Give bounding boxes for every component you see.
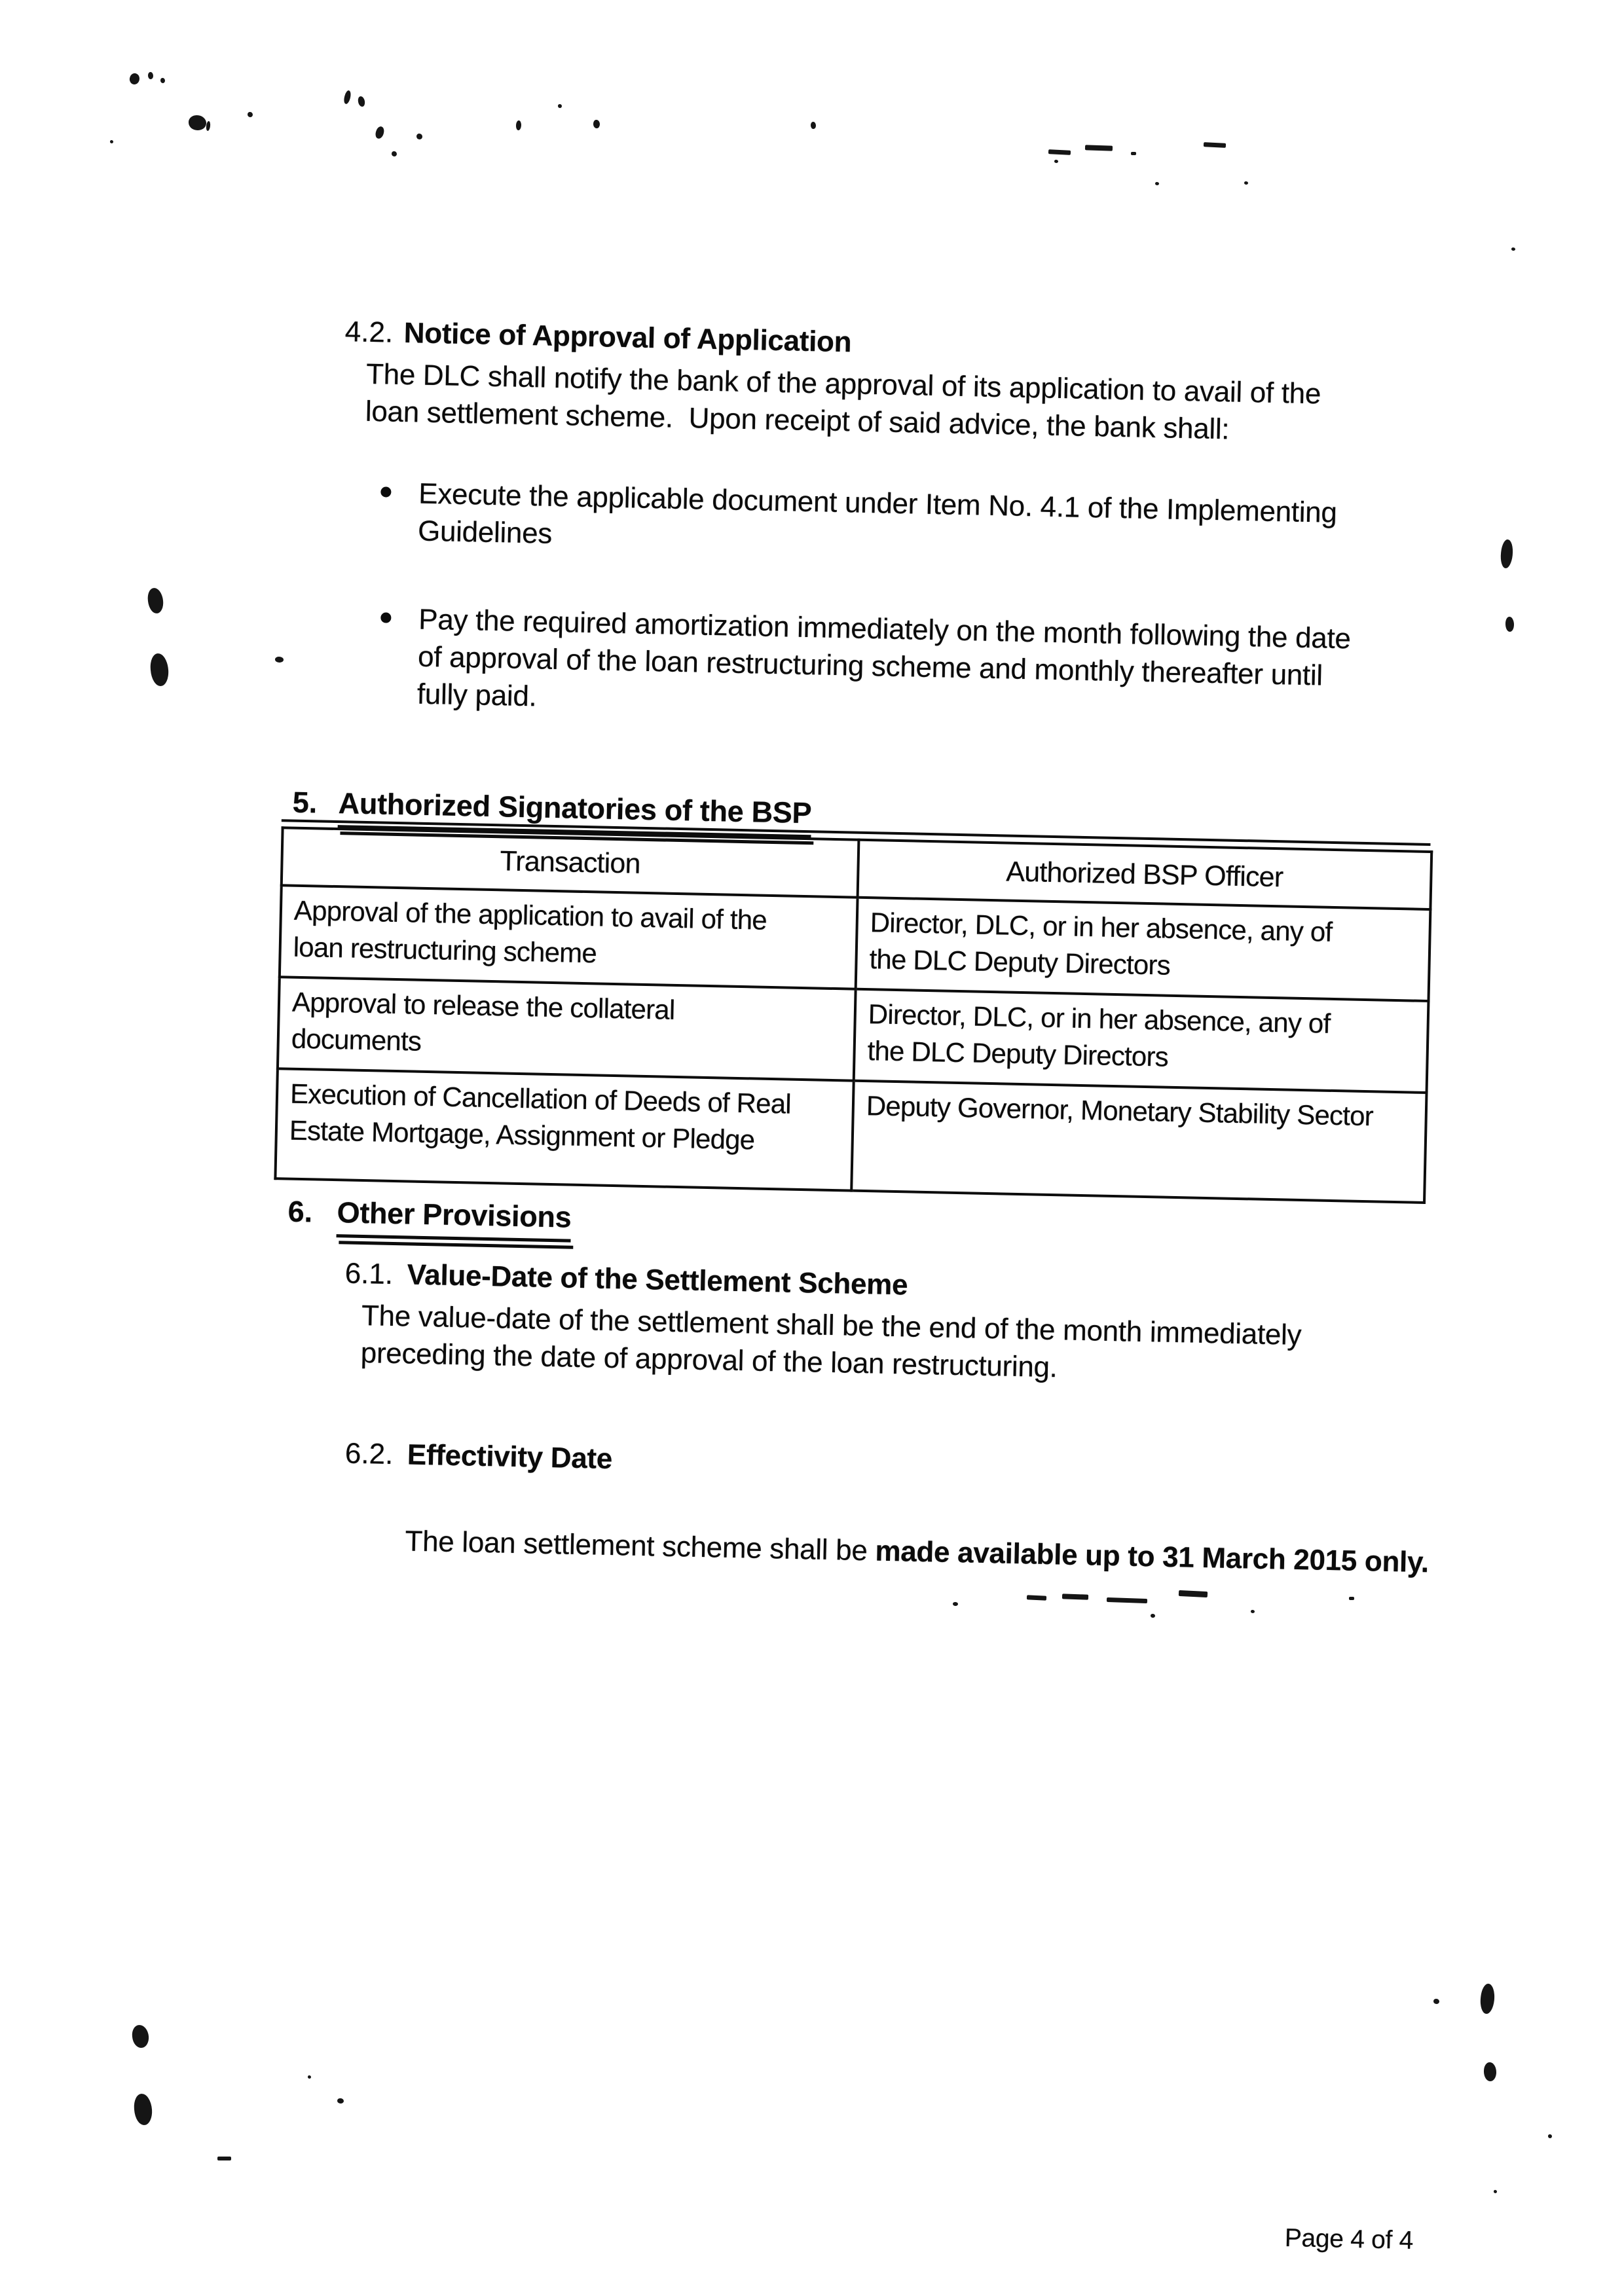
page-number-label: Page 4 of 4 (1284, 2223, 1414, 2255)
section-6-2-paragraph (358, 1484, 1430, 1618)
bullet-item-pay-amortization (416, 601, 1351, 733)
effectivity-deadline-text: made available up to 31 March 2015 only. (874, 1535, 1430, 1579)
bullet-item-execute-document (418, 475, 1338, 569)
cell-transaction-1: Approval of the application to avail of the loan restructuring scheme (280, 885, 858, 989)
bullet-text: Pay the required amortization immediately on the month following the date of approval of the loan restructuring scheme and monthly thereafter until fully paid. (416, 603, 1352, 713)
ink-speck (308, 2075, 311, 2079)
ink-speck (1494, 2190, 1497, 2193)
ink-speck (110, 140, 113, 143)
ink-speck (1505, 617, 1514, 632)
ink-speck (1349, 1597, 1354, 1600)
cell-officer-3: Deputy Governor, Monetary Stability Sector (851, 1081, 1426, 1203)
bullet-icon (380, 486, 391, 497)
ink-speck (1251, 1610, 1255, 1613)
ink-speck (248, 112, 253, 117)
section-6-title: Other Provisions (337, 1195, 572, 1242)
section-5-number: 5. (292, 785, 318, 820)
cell-transaction-3: Execution of Cancellation of Deeds of Real Estate Mortgage, Assignment or Pledge (275, 1068, 853, 1190)
ink-speck (1484, 2062, 1496, 2081)
section-6-1-paragraph: The value-date of the settlement shall be the end of the month immediately preceding the date of approval of the loan restructuring. (360, 1300, 1302, 1384)
section-5-title: Authorized Signatories of the BSP (338, 786, 812, 838)
ink-speck (953, 1602, 958, 1606)
signatories-table (274, 826, 1433, 1204)
cell-transaction-2: Approval to release the collateral documents (278, 977, 856, 1080)
ink-speck (1155, 182, 1159, 185)
ink-speck (558, 104, 562, 108)
cell-officer-2: Director, DLC, or in her absence, any of the DLC Deputy Directors (854, 989, 1429, 1093)
signatories-table-wrap (274, 819, 1430, 1204)
ink-speck (1027, 1595, 1046, 1601)
ink-speck (160, 78, 165, 83)
bullet-icon (380, 612, 391, 623)
ink-speck (416, 134, 422, 139)
cell-officer-1: Director, DLC, or in her absence, any of the DLC Deputy Directors (856, 898, 1431, 1001)
ink-speck (1062, 1594, 1088, 1599)
bullet-text: Execute the applicable document under Item No. 4.1 of the Implementing Guidelines (417, 477, 1338, 550)
effectivity-text: The loan settlement scheme shall be (405, 1525, 876, 1567)
ink-speck (148, 72, 153, 79)
column-header-authorized-bsp-officer: Authorized BSP Officer (858, 840, 1432, 909)
ink-speck (1433, 1999, 1439, 2004)
ink-speck (1131, 152, 1136, 155)
ink-speck (275, 657, 284, 663)
ink-speck (1151, 1614, 1155, 1618)
section-6-2-title: Effectivity Date (407, 1438, 613, 1476)
section-6-number: 6. (287, 1194, 313, 1229)
ink-speck (337, 2098, 344, 2104)
section-6-1-title: Value-Date of the Settlement Scheme (407, 1258, 908, 1302)
ink-speck (593, 120, 600, 128)
section-4-2-title: Notice of Approval of Application (403, 317, 852, 359)
ink-speck (1244, 181, 1248, 185)
column-header-transaction: Transaction (282, 828, 859, 897)
ink-speck (1054, 160, 1058, 163)
ink-speck (1511, 247, 1515, 251)
section-6-1-number: 6.1. (344, 1257, 394, 1290)
section-6-2-number: 6.2. (344, 1437, 394, 1471)
ink-speck (189, 115, 206, 130)
section-4-2-paragraph: The DLC shall notify the bank of the approval of its application to avail of the loan settlement scheme. Upon receipt of said advice, the bank shall: (365, 357, 1321, 446)
ink-speck (1548, 2134, 1552, 2138)
ink-speck (1085, 145, 1113, 151)
ink-speck (217, 2157, 231, 2160)
ink-speck (811, 122, 816, 129)
ink-speck (392, 151, 397, 156)
section-4-2-number: 4.2. (344, 316, 394, 349)
